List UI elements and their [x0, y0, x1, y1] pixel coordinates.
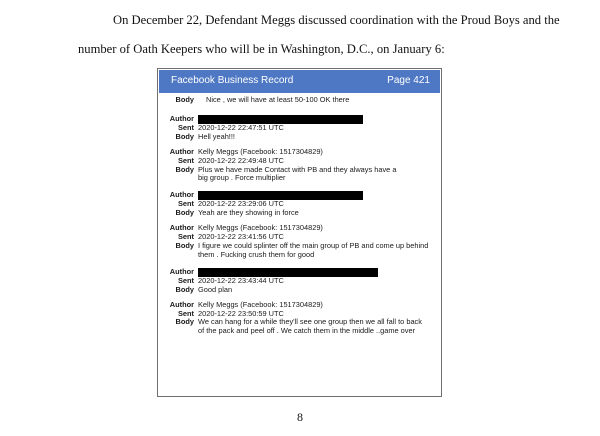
record-entry: [158, 148, 441, 184]
sent-label: Sent: [177, 232, 194, 242]
sent-label: Sent: [177, 308, 194, 318]
intro-line-2: number of Oath Keepers who will be in Washington, D.C., on January 6:: [78, 42, 445, 56]
record-entry: [158, 96, 441, 105]
author-value: Kelly Meggs (Facebook: 1517304829): [198, 223, 323, 233]
author-label: Author: [169, 113, 194, 123]
author-value: Kelly Meggs (Facebook: 1517304829): [198, 146, 323, 156]
sent-label: Sent: [177, 199, 194, 209]
intro-line-1: On December 22, Defendant Meggs discussed coordination with the Proud Boys and the: [113, 13, 560, 27]
author-value: Kelly Meggs (Facebook: 1517304829): [198, 299, 323, 309]
body-value: Yeah are they showing in force: [198, 208, 299, 218]
body-label: Body: [175, 317, 194, 327]
sent-value: 2020-12-22 22:49:48 UTC: [198, 155, 284, 165]
author-label: Author: [169, 266, 194, 276]
body-value: I figure we could splinter off the main group of PB and come up behind them . Fucking crush them for good: [198, 240, 429, 259]
body-value: Good plan: [198, 284, 233, 294]
record-entry: [158, 224, 441, 260]
body-label: Body: [175, 284, 194, 294]
record-entry: [158, 115, 441, 142]
record-entry: [158, 301, 441, 337]
body-value: Hell yeah!!!: [198, 131, 235, 141]
body-label: Body: [175, 164, 194, 174]
sent-value: 2020-12-22 23:43:44 UTC: [198, 275, 284, 285]
page-number: 8: [297, 410, 303, 424]
body-value: We can hang for a while they'll see one group then we all fall to back of the pack and peel off . We catch them in the middle ..game over: [198, 317, 422, 336]
sent-label: Sent: [177, 275, 194, 285]
author-label: Author: [169, 299, 194, 309]
body-label: Body: [175, 95, 194, 104]
sent-value: 2020-12-22 22:47:51 UTC: [198, 122, 284, 132]
record-entry: [158, 268, 441, 295]
body-value: Nice , we will have at least 50-100 OK there: [206, 95, 350, 104]
sent-value: 2020-12-22 23:41:56 UTC: [198, 232, 284, 242]
facebook-business-record: [157, 68, 442, 397]
record-entry: [158, 191, 441, 218]
body-value: Plus we have made Contact with PB and they always have a big group . Force multiplier: [198, 164, 397, 183]
author-label: Author: [169, 223, 194, 233]
record-title: Facebook Business Record: [171, 75, 294, 86]
record-entries: [158, 93, 441, 336]
sent-label: Sent: [177, 155, 194, 165]
sent-value: 2020-12-22 23:50:59 UTC: [198, 308, 284, 318]
sent-value: 2020-12-22 23:29:06 UTC: [198, 199, 284, 209]
sent-label: Sent: [177, 122, 194, 132]
record-header: [159, 70, 440, 93]
body-label: Body: [175, 208, 194, 218]
record-page: Page 421: [387, 75, 430, 86]
body-label: Body: [175, 240, 194, 250]
author-label: Author: [169, 146, 194, 156]
author-label: Author: [169, 190, 194, 200]
body-label: Body: [175, 131, 194, 141]
